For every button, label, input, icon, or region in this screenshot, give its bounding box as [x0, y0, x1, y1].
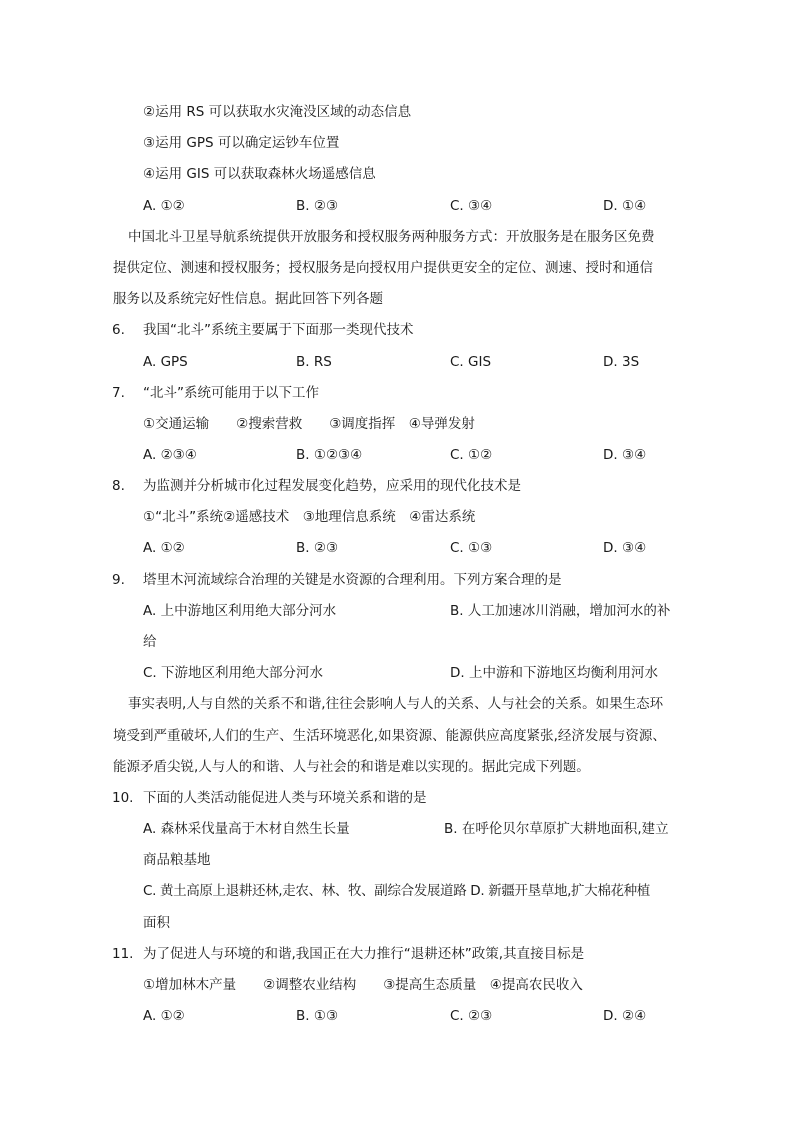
q11-sub-items: ①增加林木产量 ②调整农业结构 ③提高生态质量 ④提高农民收入 [143, 977, 583, 993]
q9-option-d: D. 上中游和下游地区均衡利用河水 [450, 665, 658, 681]
passage2-line-3: 能源矛盾尖锐,人与人的和谐、人与社会的和谐是难以实现的。据此完成下列题。 [113, 759, 590, 775]
q9-option-b: B. 人工加速冰川消融，增加河水的补 [450, 603, 671, 619]
q6-option-b: B. RS [296, 354, 332, 370]
q10-option-b-continued: 商品粮基地 [143, 852, 211, 868]
q6-stem: 我国“北斗”系统主要属于下面那一类现代技术 [143, 322, 414, 338]
q9-option-a: A. 上中游地区利用绝大部分河水 [143, 603, 337, 619]
q5-option-a: A. ①② [143, 198, 185, 214]
passage2-line-2: 境受到严重破坏,人们的生产、生活环境恶化,如果资源、能源供应高度紧张,经济发展与资源、 [113, 728, 666, 744]
q7-number: 7. [112, 385, 125, 401]
q6-number: 6. [112, 322, 125, 338]
q7-option-c: C. ①② [450, 447, 493, 463]
q8-number: 8. [112, 478, 125, 494]
q7-option-d: D. ③④ [603, 447, 647, 463]
statement-2: ②运用 RS 可以获取水灾淹没区域的动态信息 [143, 104, 412, 120]
statement-4: ④运用 GIS 可以获取森林火场遥感信息 [143, 166, 376, 182]
q10-option-c-d: C. 黄土高原上退耕还林,走农、林、牧、副综合发展道路 D. 新疆开垦草地,扩大棉花种植 [143, 883, 650, 899]
q8-option-d: D. ③④ [603, 540, 647, 556]
q10-option-a: A. 森林采伐量高于木材自然生长量 [143, 821, 350, 837]
q9-option-b-continued: 给 [143, 634, 157, 650]
q7-sub-items: ①交通运输 ②搜索营救 ③调度指挥 ④导弹发射 [143, 416, 475, 432]
passage1-line-1: 中国北斗卫星导航系统提供开放服务和授权服务两种服务方式：开放服务是在服务区免费 [128, 229, 655, 245]
q8-stem: 为监测并分析城市化过程发展变化趋势，应采用的现代化技术是 [143, 478, 521, 494]
q8-option-c: C. ①③ [450, 540, 493, 556]
passage1-line-3: 服务以及系统完好性信息。据此回答下列各题 [113, 291, 383, 307]
q11-option-b: B. ①③ [296, 1008, 339, 1024]
q11-option-d: D. ②④ [603, 1008, 647, 1024]
q7-option-a: A. ②③④ [143, 447, 197, 463]
q5-option-c: C. ③④ [450, 198, 493, 214]
q10-option-d-continued: 面积 [143, 915, 170, 931]
q6-option-d: D. 3S [603, 354, 640, 370]
q8-option-b: B. ②③ [296, 540, 339, 556]
q8-sub-items: ①“北斗”系统②遥感技术 ③地理信息系统 ④雷达系统 [143, 509, 476, 525]
q5-option-b: B. ②③ [296, 198, 339, 214]
statement-3: ③运用 GPS 可以确定运钞车位置 [143, 135, 340, 151]
q11-number: 11. [112, 946, 134, 962]
q9-option-c: C. 下游地区利用绝大部分河水 [143, 665, 324, 681]
q7-option-b: B. ①②③④ [296, 447, 363, 463]
q11-option-c: C. ②③ [450, 1008, 493, 1024]
q5-option-d: D. ①④ [603, 198, 647, 214]
q8-option-a: A. ①② [143, 540, 185, 556]
q10-stem: 下面的人类活动能促进人类与环境关系和谐的是 [143, 790, 427, 806]
q11-option-a: A. ①② [143, 1008, 185, 1024]
passage1-line-2: 提供定位、测速和授权服务；授权服务是向授权用户提供更安全的定位、测速、授时和通信 [113, 260, 653, 276]
q7-stem: “北斗”系统可能用于以下工作 [143, 385, 319, 401]
q6-option-a: A. GPS [143, 354, 188, 370]
q6-option-c: C. GIS [450, 354, 492, 370]
q10-number: 10. [112, 790, 134, 806]
q10-option-b: B. 在呼伦贝尔草原扩大耕地面积,建立 [444, 821, 669, 837]
passage2-line-1: 事实表明,人与自然的关系不和谐,往往会影响人与人的关系、人与社会的关系。如果生态环 [128, 696, 664, 712]
q9-number: 9. [112, 572, 125, 588]
q11-stem: 为了促进人与环境的和谐,我国正在大力推行“退耕还林”政策,其直接目标是 [143, 946, 585, 962]
q9-stem: 塔里木河流域综合治理的关键是水资源的合理利用。下列方案合理的是 [143, 572, 562, 588]
